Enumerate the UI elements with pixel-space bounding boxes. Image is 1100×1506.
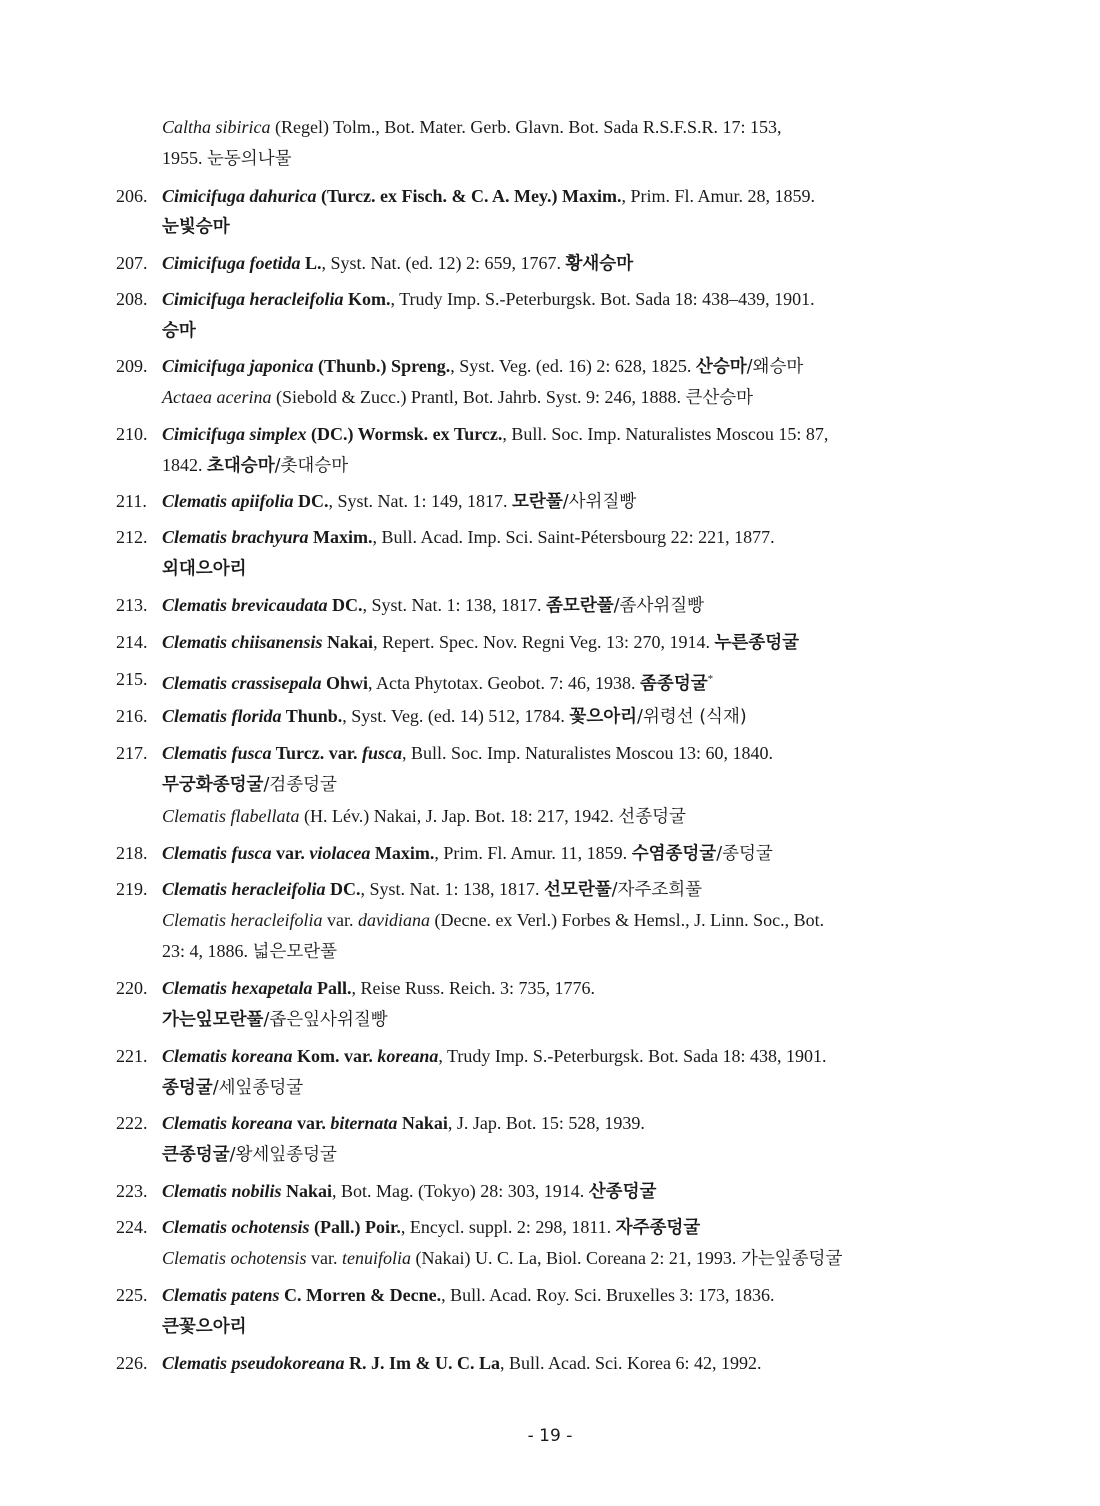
text-segment: (Decne. ex Verl.) Forbes & Hemsl., J. Linn. Soc., Bot. bbox=[429, 910, 825, 930]
text-segment: 1842. bbox=[162, 455, 207, 475]
scientific-name: Clematis ochotensis bbox=[162, 1248, 307, 1268]
scientific-name: Cimicifuga foetida bbox=[162, 253, 301, 273]
scientific-name: Clematis koreana bbox=[162, 1113, 293, 1133]
entry-continuation-line bbox=[162, 384, 753, 411]
entry-number: 218. bbox=[116, 843, 148, 863]
author-name: var. bbox=[292, 1113, 331, 1133]
korean-name: 수염종덩굴 bbox=[631, 844, 717, 864]
korean-name: 큰꽃으아리 bbox=[162, 1317, 247, 1337]
korean-synonym: 가는잎종덩굴 bbox=[740, 1249, 843, 1269]
footnote-mark: * bbox=[707, 673, 714, 685]
entry-continuation-line bbox=[162, 1141, 337, 1168]
scientific-name: Clematis pseudokoreana bbox=[162, 1353, 345, 1373]
scientific-name: Cimicifuga dahurica bbox=[162, 186, 317, 206]
author-name: DC. bbox=[325, 879, 361, 899]
entry-line bbox=[162, 250, 633, 277]
entry-line bbox=[162, 1110, 645, 1136]
entry-continuation-line bbox=[162, 317, 196, 344]
entry-number: 214. bbox=[116, 632, 148, 652]
entry-continuation-line bbox=[162, 555, 247, 582]
scientific-name: Cimicifuga japonica bbox=[162, 356, 314, 376]
author-name: Ohwi bbox=[321, 673, 369, 693]
korean-name: 큰종덩굴 bbox=[162, 1145, 230, 1165]
korean-name: 산종덩굴 bbox=[588, 1182, 657, 1202]
text-segment: , Syst. Nat. 1: 138, 1817. bbox=[360, 879, 545, 899]
scientific-name: Clematis nobilis bbox=[162, 1181, 282, 1201]
entry-line bbox=[162, 1178, 656, 1205]
scientific-name: Clematis koreana bbox=[162, 1046, 293, 1066]
scientific-name: Clematis hexapetala bbox=[162, 978, 313, 998]
entry-continuation-line bbox=[162, 1074, 303, 1101]
text-segment: , J. Jap. Bot. 15: 528, 1939. bbox=[447, 1113, 645, 1133]
scientific-name: Clematis ochotensis bbox=[162, 1217, 310, 1237]
korean-name: 황새승마 bbox=[565, 254, 634, 274]
text-segment: var. bbox=[306, 1248, 342, 1268]
entry-line bbox=[162, 183, 815, 209]
text-segment: , Repert. Spec. Nov. Regni Veg. 13: 270, 1914. bbox=[373, 632, 715, 652]
text-segment: , Syst. Veg. (ed. 16) 2: 628, 1825. bbox=[450, 356, 696, 376]
entry-number: 215. bbox=[116, 669, 148, 689]
scientific-name: Clematis chiisanensis bbox=[162, 632, 323, 652]
entry-number: 221. bbox=[116, 1046, 148, 1066]
korean-name: 무궁화종덩굴 bbox=[162, 775, 264, 795]
entry-line bbox=[162, 666, 713, 697]
scientific-name: Cimicifuga heracleifolia bbox=[162, 289, 344, 309]
scientific-name: Clematis apiifolia bbox=[162, 491, 294, 511]
entry-number: 209. bbox=[116, 356, 148, 376]
scientific-name: Clematis heracleifolia bbox=[162, 910, 323, 930]
author-name: R. J. Im & U. C. La bbox=[344, 1353, 501, 1373]
text-segment: (Nakai) U. C. La, Biol. Coreana 2: 21, 1993. bbox=[411, 1248, 741, 1268]
korean-synonym: /좁은잎사위질빵 bbox=[263, 1010, 388, 1030]
entry-continuation-line bbox=[162, 145, 292, 172]
author-name: C. Morren & Decne. bbox=[279, 1285, 442, 1305]
text-segment: , Prim. Fl. Amur. 11, 1859. bbox=[434, 843, 632, 863]
text-segment: , Bull. Acad. Roy. Sci. Bruxelles 3: 173, 1836. bbox=[441, 1285, 775, 1305]
entry-line bbox=[162, 703, 747, 730]
text-segment: , Bull. Soc. Imp. Naturalistes Moscou 15: 87, bbox=[502, 424, 829, 444]
entry-continuation-line bbox=[162, 907, 824, 933]
scientific-name: Actaea acerina bbox=[162, 387, 272, 407]
korean-synonym: 넓은모란풀 bbox=[252, 942, 338, 962]
text-segment: , Syst. Nat. 1: 149, 1817. bbox=[328, 491, 513, 511]
scientific-name: Clematis crassisepala bbox=[162, 673, 322, 693]
korean-synonym: /왜승마 bbox=[746, 357, 804, 377]
text-segment: , Bull. Soc. Imp. Naturalistes Moscou 13: 60, 1840. bbox=[402, 743, 774, 763]
entry-line bbox=[162, 488, 636, 515]
text-segment: (H. Lév.) Nakai, J. Jap. Bot. 18: 217, 1942. bbox=[299, 806, 619, 826]
entry-continuation-line bbox=[162, 452, 348, 479]
author-name: Nakai bbox=[281, 1181, 333, 1201]
text-segment: 1955. bbox=[162, 148, 207, 168]
text-segment: , Syst. Veg. (ed. 14) 512, 1784. bbox=[342, 706, 570, 726]
entry-number: 225. bbox=[116, 1285, 148, 1305]
text-segment: , Bull. Acad. Sci. Korea 6: 42, 1992. bbox=[500, 1353, 762, 1373]
entry-line bbox=[162, 421, 828, 447]
entry-number: 207. bbox=[116, 253, 148, 273]
korean-synonym: 큰산승마 bbox=[685, 388, 754, 408]
scientific-name: koreana bbox=[377, 1046, 439, 1066]
entry-line bbox=[162, 975, 595, 1001]
korean-synonym: /자주조희풀 bbox=[611, 880, 703, 900]
entry-line bbox=[162, 1282, 774, 1308]
scientific-name: davidiana bbox=[357, 910, 430, 930]
korean-synonym: /촛대승마 bbox=[274, 456, 349, 476]
scientific-name: Clematis patens bbox=[162, 1285, 280, 1305]
entry-line bbox=[162, 353, 803, 380]
text-segment: , Trudy Imp. S.-Peterburgsk. Bot. Sada 18: 438, 1901. bbox=[438, 1046, 827, 1066]
scientific-name: Clematis heracleifolia bbox=[162, 879, 326, 899]
text-segment: , Syst. Nat. 1: 138, 1817. bbox=[362, 595, 547, 615]
entry-number: 212. bbox=[116, 527, 148, 547]
entry-number: 206. bbox=[116, 186, 148, 206]
korean-name: 산승마 bbox=[695, 357, 747, 377]
entry-continuation-line bbox=[162, 771, 337, 798]
scientific-name: Clematis florida bbox=[162, 706, 282, 726]
entry-number: 226. bbox=[116, 1353, 148, 1373]
text-segment: , Prim. Fl. Amur. 28, 1859. bbox=[621, 186, 816, 206]
korean-name: 꽃으아리 bbox=[569, 707, 638, 727]
scientific-name: fusca bbox=[362, 743, 403, 763]
entry-number: 213. bbox=[116, 595, 148, 615]
korean-synonym: /왕세잎종덩굴 bbox=[229, 1145, 337, 1165]
author-name: DC. bbox=[327, 595, 363, 615]
entry-number: 216. bbox=[116, 706, 148, 726]
korean-name: 누른종덩굴 bbox=[714, 633, 800, 653]
entry-continuation-line bbox=[162, 1313, 247, 1340]
korean-synonym: 선종덩굴 bbox=[618, 807, 686, 827]
author-name: Nakai bbox=[397, 1113, 448, 1133]
korean-name: 좀종덩굴 bbox=[640, 674, 708, 694]
scientific-name: Caltha sibirica bbox=[162, 117, 271, 137]
author-name: Maxim. bbox=[370, 843, 435, 863]
entry-line bbox=[162, 1350, 761, 1376]
author-name: (Pall.) Poir. bbox=[309, 1217, 401, 1237]
korean-synonym: /검종덩굴 bbox=[263, 775, 337, 795]
text-segment: (Siebold & Zucc.) Prantl, Bot. Jahrb. Syst. 9: 246, 1888. bbox=[271, 387, 686, 407]
entry-continuation-line bbox=[162, 213, 230, 240]
entry-line bbox=[162, 1214, 700, 1241]
korean-name: 외대으아리 bbox=[162, 559, 247, 579]
entry-continuation-line bbox=[162, 1006, 388, 1033]
entry-number: 210. bbox=[116, 424, 148, 444]
entry-line bbox=[162, 629, 799, 656]
entry-number: 222. bbox=[116, 1113, 148, 1133]
entry-number: 220. bbox=[116, 978, 148, 998]
author-name: DC. bbox=[293, 491, 329, 511]
text-segment: , Encycl. suppl. 2: 298, 1811. bbox=[400, 1217, 616, 1237]
korean-name: 초대승마 bbox=[207, 456, 275, 476]
entry-line bbox=[162, 592, 704, 619]
korean-name: 모란풀 bbox=[512, 492, 563, 512]
text-segment: , Acta Phytotax. Geobot. 7: 46, 1938. bbox=[368, 673, 641, 693]
text-segment: , Trudy Imp. S.-Peterburgsk. Bot. Sada 18: 438–439, 1901. bbox=[390, 289, 815, 309]
korean-name: 종덩굴 bbox=[162, 1078, 213, 1098]
entry-number: 217. bbox=[116, 743, 148, 763]
text-segment: 23: 4, 1886. bbox=[162, 941, 253, 961]
text-segment: , Bull. Acad. Imp. Sci. Saint-Pétersbourg 22: 221, 1877. bbox=[372, 527, 775, 547]
scientific-name: Clematis fusca bbox=[162, 843, 272, 863]
author-name: Thunb. bbox=[281, 706, 343, 726]
scientific-name: biternata bbox=[330, 1113, 398, 1133]
korean-synonym: /종덩굴 bbox=[716, 844, 773, 864]
author-name: Nakai bbox=[322, 632, 374, 652]
author-name: var. bbox=[271, 843, 310, 863]
author-name: Kom. bbox=[343, 289, 391, 309]
korean-name: 좀모란풀 bbox=[546, 596, 614, 616]
scientific-name: Clematis fusca bbox=[162, 743, 272, 763]
entry-continuation-line bbox=[162, 1245, 842, 1272]
entry-continuation-line bbox=[162, 114, 781, 140]
korean-name: 눈빛승마 bbox=[162, 217, 230, 237]
korean-synonym: /위령선 (식재) bbox=[637, 707, 747, 727]
scientific-name: Clematis brevicaudata bbox=[162, 595, 328, 615]
entry-number: 219. bbox=[116, 879, 148, 899]
scientific-name: tenuifolia bbox=[342, 1248, 411, 1268]
entry-continuation-line bbox=[162, 803, 686, 830]
author-name: (DC.) Wormsk. ex Turcz. bbox=[306, 424, 503, 444]
author-name: Maxim. bbox=[308, 527, 373, 547]
korean-synonym: /좀사위질빵 bbox=[613, 596, 705, 616]
author-name: Kom. var. bbox=[292, 1046, 378, 1066]
entry-line bbox=[162, 1043, 827, 1069]
entry-number: 211. bbox=[116, 491, 147, 511]
entry-continuation-line bbox=[162, 938, 337, 965]
author-name: Pall. bbox=[312, 978, 352, 998]
korean-name: 승마 bbox=[162, 321, 196, 341]
korean-name: 선모란풀 bbox=[544, 880, 612, 900]
entry-line bbox=[162, 524, 775, 550]
korean-synonym: /사위질빵 bbox=[562, 492, 637, 512]
korean-name: 자주종덩굴 bbox=[615, 1218, 701, 1238]
text-segment: , Reise Russ. Reich. 3: 735, 1776. bbox=[351, 978, 595, 998]
scientific-name: Cimicifuga simplex bbox=[162, 424, 307, 444]
page-number: - 19 - bbox=[527, 1426, 573, 1446]
entry-line bbox=[162, 286, 815, 312]
entry-line bbox=[162, 740, 773, 766]
entry-line bbox=[162, 876, 702, 903]
korean-synonym: /세잎종덩굴 bbox=[212, 1078, 304, 1098]
entry-number: 224. bbox=[116, 1217, 148, 1237]
entry-number: 208. bbox=[116, 289, 148, 309]
scientific-name: Clematis brachyura bbox=[162, 527, 309, 547]
scientific-name: violacea bbox=[309, 843, 371, 863]
entry-number: 223. bbox=[116, 1181, 148, 1201]
text-segment: var. bbox=[322, 910, 358, 930]
scientific-name: Clematis flabellata bbox=[162, 806, 300, 826]
text-segment: (Regel) Tolm., Bot. Mater. Gerb. Glavn. Bot. Sada R.S.F.S.R. 17: 153, bbox=[270, 117, 782, 137]
author-name: Turcz. var. bbox=[271, 743, 363, 763]
text-segment: , Bot. Mag. (Tokyo) 28: 303, 1914. bbox=[332, 1181, 589, 1201]
entry-line bbox=[162, 840, 773, 867]
author-name: (Turcz. ex Fisch. & C. A. Mey.) Maxim. bbox=[316, 186, 622, 206]
korean-name: 가는잎모란풀 bbox=[162, 1010, 264, 1030]
author-name: L. bbox=[300, 253, 322, 273]
korean-synonym: 눈동의나물 bbox=[207, 149, 292, 169]
text-segment: , Syst. Nat. (ed. 12) 2: 659, 1767. bbox=[321, 253, 566, 273]
author-name: (Thunb.) Spreng. bbox=[313, 356, 451, 376]
